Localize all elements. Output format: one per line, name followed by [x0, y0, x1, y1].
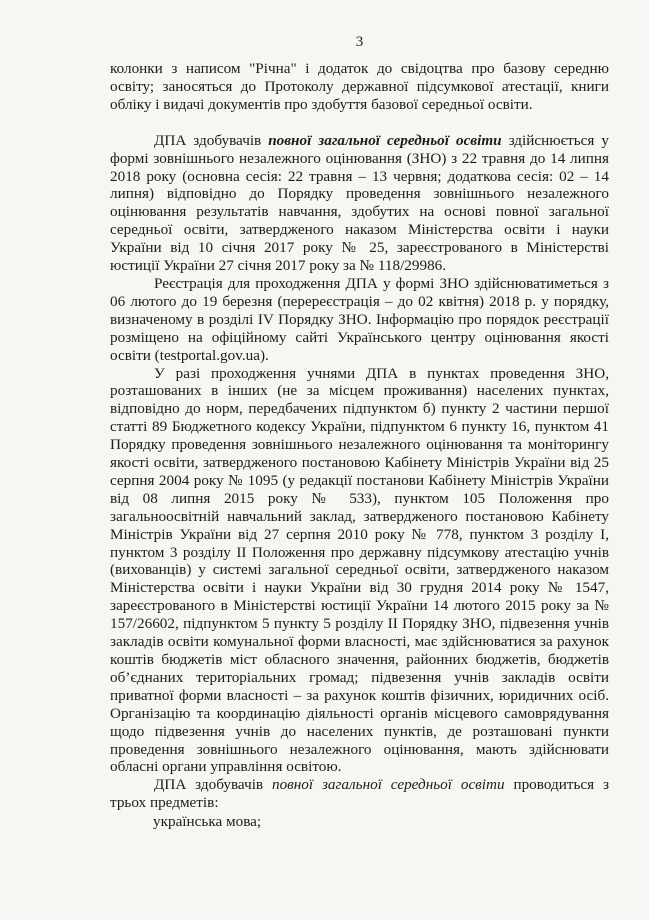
- paragraph-1: колонки з написом "Річна" і додаток до свідоцтва про базову середню освіту; заносяться до Протоколу державної підсумкової атестації, книги обліку і видачі документів про здобуття базової середньої освіти.: [110, 60, 609, 113]
- paragraph-2: [110, 132, 609, 275]
- paragraph-3: Реєстрація для проходження ДПА у формі ЗНО здійснюватиметься з 06 лютого до 19 березня (перереєстрація – до 02 квітня) 2018 р. у порядку, визначеному в розділі IV Порядку ЗНО. Інформацію про порядок реєстрації розміщено на офіційному сайті Українського центру оцінювання якості освіти (testportal.gov.ua).: [110, 274, 609, 364]
- paragraph-5: [110, 776, 609, 812]
- paragraph-5-start: ДПА здобувачів: [154, 776, 272, 794]
- paragraph-2-rest: здійснюється у формі зовнішнього незалежного оцінювання (ЗНО) з 22 травня до 14 липня 2018 року (основна сесія: 22 травня – 13 червня; додаткова сесія: 02 – 14 липня) відповідно до Порядку проведення зовнішнього незалежного оцінювання результатів навчання, здобутих на основі повної загальної середньої освіти, затвердженого наказом Міністерства освіти і науки України від 10 січня 2017 року № 25, зареєстрованого в Міністерстві юстиції України 27 січня 2017 року за № 118/29986.: [110, 131, 610, 275]
- paragraph-2-emphasis: повної загальної середньої освіти: [268, 131, 502, 149]
- paragraph-5-emphasis: повної загальної середньої освіти: [271, 776, 505, 794]
- paragraph-2-start: ДПА здобувачів: [154, 131, 269, 149]
- paragraph-4: У разі проходження учнями ДПА в пунктах проведення ЗНО, розташованих в інших (не за місцем проживання) населених пунктах, відповідно до норм, передбачених підпунктом б) пункту 2 частини першої статті 89 Бюджетного кодексу України, підпунктом 6 пункту 16, пунктом 41 Порядку проведення зовнішнього незалежного оцінювання та моніторингу якості освіти, затвердженого постановою Кабінету Міністрів України від 25 серпня 2004 року № 1095 (у редакції постанови Кабінету Міністрів України від 08 липня 2015 року № 533), пунктом 105 Положення про загальноосвітній навчальний заклад, затвердженого постановою Кабінету Міністрів України від 27 серпня 2010 року № 778, пунктом 3 розділу І, пунктом 3 розділу ІІ Положення про державну підсумкову атестацію учнів (вихованців) у системі загальної середньої освіти, затвердженого наказом Міністерства освіти і науки України від 30 грудня 2014 року № 1547, зареєстрованого в Міністерстві юстиції України 14 лютого 2015 року за № 157/26602, підпунктом 5 пункту 5 розділу ІІ Порядку ЗНО, підвезення учнів закладів освіти комунальної форми власності, має здійснюватися за рахунок коштів бюджетів міст обласного значення, районних бюджетів, бюджетів об’єднаних територіальних громад; підвезення учнів закладів освіти приватної форми власності – за рахунок коштів фізичних, юридичних осіб. Організацію та координацію діяльності органів місцевого самоврядування щодо підвезення учнів до населених пунктів, де розташовані пункти проведення зовнішнього незалежного оцінювання, мають здійснювати обласні органи управління освітою.: [110, 364, 609, 776]
- paragraph-5-rest: проводиться з трьох предметів:: [110, 776, 610, 812]
- page-number: 3: [355, 34, 364, 50]
- list-item-ukrainian-language: українська мова;: [153, 813, 262, 831]
